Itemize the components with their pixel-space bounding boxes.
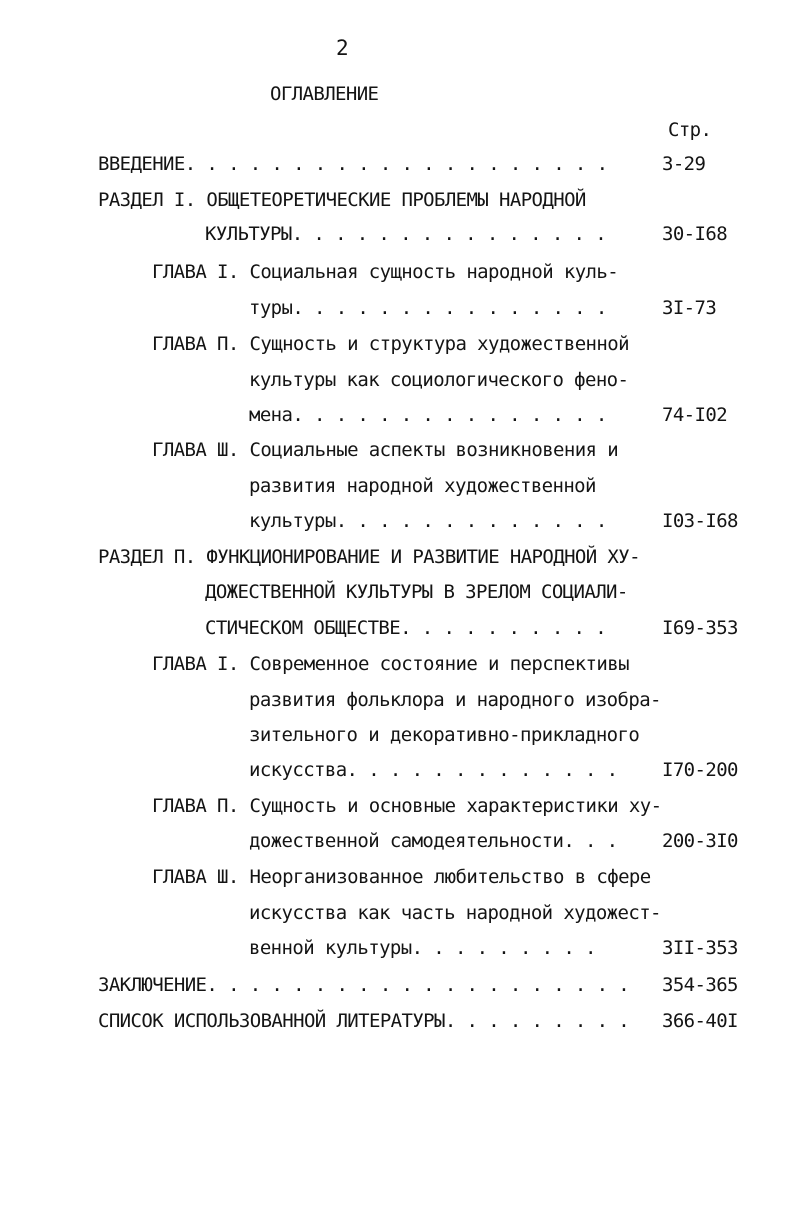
toc-line: развития фольклора и народного изобра- bbox=[249, 689, 661, 711]
toc-line: ЗАКЛЮЧЕНИЕ. . . . . . . . . . . . . . . . . . . . bbox=[98, 974, 630, 996]
toc-line: ГЛАВА I. Социальная сущность народной куль- bbox=[152, 261, 619, 283]
toc-line: мена. . . . . . . . . . . . . . . bbox=[249, 404, 607, 426]
toc-page-range: 200-3I0 bbox=[662, 830, 738, 852]
page-number: 2 bbox=[336, 36, 349, 60]
toc-line: СТИЧЕСКОМ ОБЩЕСТВЕ. . . . . . . . . . bbox=[205, 617, 607, 639]
toc-page-range: I69-353 bbox=[662, 617, 738, 639]
toc-line: искусства как часть народной художест- bbox=[249, 902, 661, 924]
toc-line: искусства. . . . . . . . . . . . . bbox=[249, 759, 618, 781]
toc-line: РАЗДЕЛ П. ФУНКЦИОНИРОВАНИЕ И РАЗВИТИЕ НАРОДНОЙ ХУ- bbox=[98, 546, 640, 568]
toc-line: ГЛАВА П. Сущность и основные характеристики ху- bbox=[152, 795, 662, 817]
toc-line: ГЛАВА I. Современное состояние и перспективы bbox=[152, 653, 629, 675]
toc-line: культуры как социологического фено- bbox=[249, 369, 629, 391]
toc-page-range: 30-I68 bbox=[662, 223, 728, 245]
toc-line: ВВЕДЕНИЕ. . . . . . . . . . . . . . . . . . . . bbox=[98, 153, 608, 175]
toc-line: ГЛАВА П. Сущность и структура художественной bbox=[152, 333, 629, 355]
toc-line: культуры. . . . . . . . . . . . . bbox=[249, 510, 607, 532]
toc-line: венной культуры. . . . . . . . . bbox=[249, 937, 596, 959]
toc-title: ОГЛАВЛЕНИЕ bbox=[270, 83, 379, 105]
toc-line: РАЗДЕЛ I. ОБЩЕТЕОРЕТИЧЕСКИЕ ПРОБЛЕМЫ НАРОДНОЙ bbox=[98, 189, 586, 211]
toc-line: развития народной художественной bbox=[249, 475, 596, 497]
toc-page-range: I70-200 bbox=[662, 759, 738, 781]
toc-line: зительного и декоративно-прикладного bbox=[249, 724, 640, 746]
toc-line: дожественной самодеятельности. . . bbox=[249, 830, 618, 852]
toc-page-range: 74-I02 bbox=[662, 404, 728, 426]
toc-page-range: 3-29 bbox=[662, 153, 706, 175]
toc-line: СПИСОК ИСПОЛЬЗОВАННОЙ ЛИТЕРАТУРЫ. . . . . . . . . bbox=[98, 1010, 630, 1032]
toc-page-range: 3I-73 bbox=[662, 297, 717, 319]
toc-line: ДОЖЕСТВЕННОЙ КУЛЬТУРЫ В ЗРЕЛОМ СОЦИАЛИ- bbox=[205, 581, 628, 603]
toc-line: туры. . . . . . . . . . . . . . . bbox=[249, 297, 607, 319]
toc-page-range: I03-I68 bbox=[662, 510, 738, 532]
toc-line: КУЛЬТУРЫ. . . . . . . . . . . . . . . bbox=[205, 223, 607, 245]
toc-line: ГЛАВА Ш. Неорганизованное любительство в сфере bbox=[152, 866, 651, 888]
toc-page-range: 366-40I bbox=[662, 1010, 738, 1032]
toc-line: ГЛАВА Ш. Социальные аспекты возникновения и bbox=[152, 439, 619, 461]
toc-page-range: 3II-353 bbox=[662, 937, 738, 959]
toc-page-range: 354-365 bbox=[662, 974, 738, 996]
page-column-header: Стр. bbox=[668, 119, 712, 141]
